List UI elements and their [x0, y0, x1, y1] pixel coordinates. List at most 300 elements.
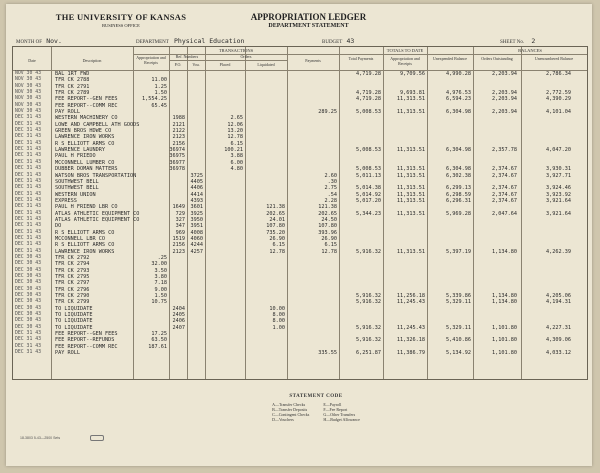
row-description: WESTERN UNION	[55, 191, 96, 198]
row-total-appropriation: 11,326.18	[396, 337, 425, 344]
row-appropriation: 32.00	[151, 261, 167, 268]
row-total-payments: 5,916.32	[356, 324, 381, 331]
code-entry: G—Other Transfers	[323, 412, 356, 417]
row-description: LOWE AND CAMPBELL ATH GOODS	[55, 121, 140, 128]
row-payments: 6.15	[324, 242, 337, 249]
row-unexpended-balance: 4,990.28	[446, 71, 471, 77]
row-total-appropriation: 11,313.51	[396, 109, 425, 116]
row-date: NOV 30 43	[15, 102, 41, 108]
row-orders-placed: 3.88	[230, 153, 243, 160]
row-total-appropriation: 11,313.51	[396, 191, 425, 198]
row-voucher-number: 4414	[190, 191, 203, 198]
row-description: TO LIQUIDATE	[55, 318, 93, 325]
row-orders-liquidated: 121.38	[266, 204, 285, 211]
row-description: MCCONNELL LBR CO	[55, 235, 105, 242]
row-appropriation: 3.50	[154, 267, 167, 274]
row-voucher-number: 4244	[190, 242, 203, 249]
row-unexpended-balance: 6,298.59	[446, 191, 471, 198]
row-po-number: 36978	[169, 166, 185, 173]
row-payments: .30	[327, 178, 337, 185]
row-orders-outstanding: 2,374.67	[492, 172, 517, 179]
row-description: R S ELLIOTT ARMS CO	[55, 242, 115, 249]
row-total-appropriation: 11,313.51	[396, 166, 425, 173]
row-appropriation: 9.00	[154, 286, 167, 293]
institution-header	[36, 12, 206, 28]
row-description: GREEN BROS HDWE CO	[55, 128, 112, 135]
row-appropriation: 63.50	[151, 337, 167, 344]
row-total-payments: 5,916.32	[356, 293, 381, 300]
col-orders: Orders	[240, 54, 252, 59]
row-date: DEC 30 43	[15, 299, 41, 305]
row-po-number: 2122	[172, 128, 185, 135]
row-payments: 107.80	[318, 223, 337, 230]
row-po-number: 2405	[172, 312, 185, 319]
row-description: FEE REPORT--COMM REC	[55, 343, 118, 350]
row-total-payments: 4,719.28	[356, 71, 381, 77]
row-unencumbered-balance: 4,390.29	[546, 96, 571, 103]
row-po-number: 1519	[172, 235, 185, 242]
row-orders-outstanding: 2,203.94	[492, 71, 517, 77]
ledger-table	[12, 46, 588, 380]
row-description: SOUTHWEST BELL	[55, 185, 99, 192]
row-po-number: 2156	[172, 140, 185, 147]
row-date: DEC 31 43	[15, 242, 41, 248]
row-payments: 24.50	[321, 216, 337, 223]
row-voucher-number: 4008	[190, 229, 203, 236]
row-orders-placed: 2.65	[230, 115, 243, 122]
row-appropriation: 1,554.25	[142, 96, 167, 103]
row-date: DEC 30 43	[15, 305, 41, 311]
row-description: TFR CK 2796	[55, 286, 90, 293]
row-appropriation: 10.75	[151, 299, 167, 306]
row-payments: .54	[327, 191, 337, 198]
row-total-appropriation: 11,313.51	[396, 197, 425, 204]
form-number: 18-3803 5-43—2500 Sets	[20, 436, 61, 440]
row-appropriation: 11.00	[151, 77, 167, 84]
row-unencumbered-balance: 3,930.31	[546, 166, 571, 173]
row-date: DEC 31 43	[15, 185, 41, 191]
row-date: DEC 30 43	[15, 312, 41, 318]
row-unexpended-balance: 5,134.92	[446, 350, 471, 357]
row-orders-placed: 6.00	[230, 159, 243, 166]
row-appropriation: 1.50	[154, 293, 167, 300]
row-po-number: 2406	[172, 318, 185, 325]
row-description: TFR CK 2788	[55, 77, 90, 84]
row-total-payments: 5,014.92	[356, 191, 381, 198]
row-unencumbered-balance: 3,921.64	[546, 197, 571, 204]
code-entry: B—Transfer Deposits	[272, 407, 308, 412]
row-description: TO LIQUIDATE	[55, 305, 93, 312]
row-total-appropriation: 11,256.18	[396, 293, 425, 300]
row-description: LAWRENCE IRON WORKS	[55, 134, 115, 141]
row-payments: 121.38	[318, 204, 337, 211]
row-orders-outstanding: 2,203.94	[492, 90, 517, 97]
statement-code-right	[323, 402, 360, 422]
statement-code-title: STATEMENT CODE	[289, 394, 343, 399]
row-unexpended-balance: 4,976.53	[446, 90, 471, 97]
row-orders-placed: 6.15	[230, 140, 243, 147]
row-total-appropriation: 11,245.43	[396, 299, 425, 306]
row-total-payments: 5,011.13	[356, 172, 381, 179]
row-po-number: 2156	[172, 242, 185, 249]
row-date: DEC 31 43	[15, 153, 41, 159]
row-payments: 2.28	[324, 197, 337, 204]
row-orders-liquidated: 10.00	[269, 305, 285, 312]
col-liquidated: Liquidated	[257, 62, 275, 67]
row-po-number: 2407	[172, 324, 185, 331]
row-description: TFR CK 2799	[55, 299, 90, 306]
row-voucher-number: 4257	[190, 248, 203, 255]
row-orders-liquidated: 24.01	[269, 216, 285, 223]
row-voucher-number: 3725	[190, 172, 203, 179]
row-description: FEE REPORT--GEN FEES	[55, 331, 118, 338]
row-description: FEE REPORT--REFUNDS	[55, 337, 115, 344]
col-total-appropriation: Appropriation and Receipts	[390, 56, 420, 66]
row-payments: 335.55	[318, 350, 337, 357]
row-description: TO LIQUIDATE	[55, 312, 93, 319]
row-orders-outstanding: 1,134.80	[492, 299, 517, 306]
row-date: DEC 30 43	[15, 261, 41, 267]
statement-code-left	[272, 402, 309, 422]
row-voucher-number: 3951	[190, 223, 203, 230]
row-appropriation: 3.80	[154, 274, 167, 280]
row-orders-outstanding: 2,203.94	[492, 96, 517, 103]
row-description: R S ELLIOTT ARMS CO	[55, 140, 115, 147]
row-orders-outstanding: 2,357.78	[492, 147, 517, 154]
col-payments: Payments	[305, 58, 321, 63]
totals-group: TOTALS TO DATE	[386, 48, 424, 53]
row-orders-liquidated: 1.00	[272, 324, 285, 331]
row-orders-outstanding: 1,101.80	[492, 350, 517, 357]
row-description: TFR CK 2797	[55, 280, 90, 287]
row-description: ATLAS ATHLETIC EQUIPMENT CO	[55, 210, 140, 217]
row-description: WATSON BROS TRANSPORTATION	[55, 172, 137, 179]
row-description: LAWRENCE LAUNDRY	[55, 147, 105, 154]
col-orders-outstanding: Orders Outstanding	[481, 56, 513, 61]
row-unexpended-balance: 6,302.38	[446, 172, 471, 179]
row-total-payments: 5,008.53	[356, 166, 381, 173]
row-date: DEC 31 43	[15, 223, 41, 229]
col-description: Description	[82, 58, 102, 63]
row-description: WESTERN MACHINERY CO	[55, 115, 118, 122]
row-voucher-number: 3601	[190, 204, 203, 211]
row-date: DEC 31 43	[15, 331, 41, 337]
row-date: DEC 30 43	[15, 280, 41, 286]
row-date: DEC 31 43	[15, 172, 41, 178]
row-payments: 289.25	[318, 109, 337, 116]
row-unexpended-balance: 5,339.86	[446, 293, 471, 300]
union-label-icon	[90, 435, 104, 441]
row-description: MCCONNELL LUMBER CO	[55, 159, 115, 166]
col-po: P.O.	[174, 62, 182, 67]
row-date: NOV 30 43	[15, 83, 41, 89]
row-po-number: 1649	[172, 204, 185, 211]
row-description: DO	[55, 223, 62, 230]
month-field	[16, 37, 62, 45]
row-date: DEC 30 43	[15, 267, 41, 273]
col-appropriation: Appropriation and Receipts	[136, 55, 166, 65]
row-orders-outstanding: 2,374.67	[492, 197, 517, 204]
row-unexpended-balance: 6,299.13	[446, 185, 471, 192]
row-description: PAUL H FRIEND LBR CO	[55, 204, 118, 211]
row-po-number: 2123	[172, 134, 185, 141]
row-description: PAY ROLL	[55, 109, 80, 116]
row-voucher-number: 3950	[190, 216, 203, 223]
row-date: DEC 30 43	[15, 286, 41, 292]
row-date: DEC 31 43	[15, 147, 41, 153]
row-orders-liquidated: 26.90	[269, 235, 285, 242]
department-label: DEPARTMENT	[136, 40, 169, 45]
sheet-field	[500, 37, 535, 45]
row-payments: 202.65	[318, 210, 337, 217]
table-row	[13, 350, 587, 356]
header-rule	[339, 54, 587, 55]
row-date: DEC 30 43	[15, 254, 41, 260]
row-payments: 2.60	[324, 172, 337, 179]
row-appropriation: 17.25	[151, 331, 167, 338]
institution-name: THE UNIVERSITY OF KANSAS	[55, 12, 187, 22]
row-voucher-number: 4405	[190, 178, 203, 185]
row-unencumbered-balance: 2,786.34	[546, 71, 571, 77]
code-entry: H—Budget Allowance	[323, 417, 360, 422]
row-date: DEC 31 43	[15, 134, 41, 140]
row-total-appropriation: 11,313.51	[396, 147, 425, 154]
row-date: NOV 30 43	[15, 96, 41, 102]
code-entry: D—Vouchers	[272, 417, 294, 422]
row-orders-outstanding: 2,374.67	[492, 166, 517, 173]
row-description: TFR CK 2789	[55, 90, 90, 97]
row-unencumbered-balance: 4,194.31	[546, 299, 571, 306]
month-value: Nov.	[46, 37, 62, 45]
row-payments: 393.96	[318, 229, 337, 236]
row-date: NOV 30 43	[15, 109, 41, 115]
row-unencumbered-balance: 4,033.12	[546, 350, 571, 357]
row-date: DEC 31 43	[15, 191, 41, 197]
budget-label: BUDGET	[322, 40, 343, 45]
row-total-payments: 4,719.28	[356, 96, 381, 103]
row-total-payments: 5,014.38	[356, 185, 381, 192]
row-date: DEC 31 43	[15, 197, 41, 203]
row-date: DEC 31 43	[15, 337, 41, 343]
row-date: NOV 30 43	[15, 71, 41, 76]
row-total-payments: 5,008.53	[356, 109, 381, 116]
budget-value: 43	[346, 37, 355, 45]
row-total-appropriation: 11,245.43	[396, 324, 425, 331]
row-po-number: 36974	[169, 147, 185, 154]
row-orders-liquidated: 6.15	[272, 242, 285, 249]
row-description: TO LIQUIDATE	[55, 324, 93, 331]
row-total-payments: 5,008.53	[356, 147, 381, 154]
row-po-number: 729	[175, 210, 185, 217]
col-placed: Placed	[219, 62, 231, 67]
row-description: SOUTHWEST BELL	[55, 178, 99, 185]
row-description: FEE REPORT--GEN FEES	[55, 96, 118, 103]
row-total-appropriation: 9,709.56	[400, 71, 425, 77]
statement-code	[216, 394, 416, 422]
row-orders-outstanding: 1,134.80	[492, 248, 517, 255]
row-orders-outstanding: 2,374.67	[492, 191, 517, 198]
month-label: MONTH OF	[16, 40, 42, 45]
row-description: TFR CK 2794	[55, 261, 90, 268]
row-unexpended-balance: 5,969.28	[446, 210, 471, 217]
row-date: DEC 30 43	[15, 293, 41, 299]
col-date: Date	[28, 58, 36, 63]
row-appropriation: 187.61	[148, 343, 167, 350]
col-total-payments: Total Payments	[348, 56, 374, 61]
budget-field	[322, 37, 354, 45]
row-date: DEC 31 43	[15, 210, 41, 216]
row-total-payments: 5,017.20	[356, 197, 381, 204]
row-unencumbered-balance: 4,101.04	[546, 109, 571, 116]
row-unexpended-balance: 6,304.98	[446, 147, 471, 154]
code-entry: A—Transfer Checks	[272, 402, 306, 407]
row-description: DUBBER DOMAN MATTERS	[55, 166, 118, 173]
col-vou: Vou.	[192, 62, 200, 67]
row-total-appropriation: 11,313.51	[396, 185, 425, 192]
row-date: NOV 30 43	[15, 90, 41, 96]
row-po-number: 36977	[169, 159, 185, 166]
row-description: TFR CK 2792	[55, 254, 90, 261]
row-orders-outstanding: 1,134.80	[492, 293, 517, 300]
row-description: EXPRESS	[55, 197, 77, 204]
row-payments: 26.90	[321, 235, 337, 242]
row-description: PAY ROLL	[55, 350, 80, 357]
code-entry: E—Payroll	[323, 402, 342, 407]
row-date: DEC 31 43	[15, 343, 41, 349]
row-orders-placed: 12.78	[227, 134, 243, 141]
row-description: LAWRENCE IRON WORKS	[55, 248, 115, 255]
row-total-appropriation: 11,313.51	[396, 172, 425, 179]
row-description: R S ELLIOTT ARMS CO	[55, 229, 115, 236]
row-unencumbered-balance: 3,924.46	[546, 185, 571, 192]
row-unexpended-balance: 6,304.98	[446, 166, 471, 173]
row-total-payments: 5,916.32	[356, 337, 381, 344]
row-date: DEC 30 43	[15, 324, 41, 330]
row-orders-placed: 100.21	[224, 147, 243, 154]
row-date: DEC 31 43	[15, 229, 41, 235]
sheet-label: SHEET No.	[500, 40, 525, 45]
row-orders-outstanding: 2,047.64	[492, 210, 517, 217]
row-unencumbered-balance: 4,227.31	[546, 324, 571, 331]
row-appropriation: .25	[157, 254, 167, 261]
row-unexpended-balance: 6,304.98	[446, 109, 471, 116]
row-unexpended-balance: 6,296.31	[446, 197, 471, 204]
row-date: DEC 31 43	[15, 166, 41, 172]
row-description: TFR CK 2793	[55, 267, 90, 274]
row-description: TFR CK 2790	[55, 293, 90, 300]
row-date: DEC 31 43	[15, 159, 41, 165]
row-orders-outstanding: 2,203.94	[492, 109, 517, 116]
row-date: DEC 31 43	[15, 350, 41, 356]
row-orders-liquidated: 107.80	[266, 223, 285, 230]
row-orders-outstanding: 1,101.80	[492, 324, 517, 331]
row-unencumbered-balance: 4,205.06	[546, 293, 571, 300]
row-description: ATLAS ATHLETIC EQUIPMENT CO	[55, 216, 140, 223]
row-unencumbered-balance: 3,923.92	[546, 191, 571, 198]
header-rule	[169, 60, 287, 61]
row-orders-outstanding: 2,374.67	[492, 185, 517, 192]
row-date: NOV 30 43	[15, 77, 41, 83]
row-unexpended-balance: 6,594.23	[446, 96, 471, 103]
row-po-number: 2121	[172, 121, 185, 128]
row-date: DEC 31 43	[15, 128, 41, 134]
row-appropriation: 1.50	[154, 90, 167, 97]
row-po-number: 2404	[172, 305, 185, 312]
row-voucher-number: 4393	[190, 197, 203, 204]
row-total-payments: 6,251.87	[356, 350, 381, 357]
row-orders-outstanding: 1,101.80	[492, 337, 517, 344]
row-total-appropriation: 11,313.51	[396, 210, 425, 217]
row-date: DEC 31 43	[15, 235, 41, 241]
row-appropriation: 7.18	[154, 280, 167, 287]
row-unexpended-balance: 5,329.11	[446, 324, 471, 331]
row-date: DEC 31 43	[15, 216, 41, 222]
row-date: DEC 31 43	[15, 204, 41, 210]
row-voucher-number: 3925	[190, 210, 203, 217]
row-total-payments: 5,916.32	[356, 248, 381, 255]
row-total-payments: 5,344.23	[356, 210, 381, 217]
row-appropriation: 1.25	[154, 83, 167, 90]
row-total-payments: 4,719.28	[356, 90, 381, 97]
row-date: DEC 31 43	[15, 140, 41, 146]
row-orders-placed: 4.80	[230, 166, 243, 173]
row-unexpended-balance: 5,329.11	[446, 299, 471, 306]
row-unencumbered-balance: 2,772.59	[546, 90, 571, 97]
row-date: DEC 31 43	[15, 121, 41, 127]
row-orders-liquidated: 12.78	[269, 248, 285, 255]
row-date: DEC 31 43	[15, 248, 41, 254]
row-total-appropriation: 11,313.51	[396, 96, 425, 103]
col-unexpended: Unexpended Balance	[432, 56, 468, 61]
balances-group: BALANCES	[518, 48, 542, 53]
row-orders-placed: 13.20	[227, 128, 243, 135]
row-date: DEC 30 43	[15, 274, 41, 279]
document-title	[221, 12, 396, 29]
row-unencumbered-balance: 4,047.20	[546, 147, 571, 154]
row-unexpended-balance: 5,410.86	[446, 337, 471, 344]
ledger-rows	[13, 71, 587, 356]
row-description: BAL 1RT FWD	[55, 71, 90, 77]
row-payments: 2.75	[324, 185, 337, 192]
row-orders-liquidated: 8.00	[272, 318, 285, 325]
row-unexpended-balance: 5,397.19	[446, 248, 471, 255]
ledger-page	[6, 4, 592, 466]
col-unencumbered: Unencumbered Balance	[534, 56, 574, 61]
row-description: PAUL H FRIEDO	[55, 153, 96, 160]
row-orders-liquidated: 202.65	[266, 210, 285, 217]
sheet-value: 2	[531, 37, 536, 45]
row-po-number: 347	[175, 223, 185, 230]
row-unencumbered-balance: 3,921.64	[546, 210, 571, 217]
row-date: DEC 30 43	[15, 318, 41, 324]
row-orders-liquidated: 8.00	[272, 312, 285, 319]
code-entry: F—Fee Report	[323, 407, 348, 412]
row-unencumbered-balance: 4,262.39	[546, 248, 571, 255]
row-appropriation: 65.45	[151, 102, 167, 109]
department-field	[136, 37, 244, 45]
row-date: DEC 31 43	[15, 178, 41, 184]
code-entry: C—Contingent Checks	[272, 412, 310, 417]
row-unencumbered-balance: 4,309.06	[546, 337, 571, 344]
row-unencumbered-balance: 3,927.71	[546, 172, 571, 179]
row-description: TFR CK 2795	[55, 274, 90, 280]
row-orders-liquidated: 735.20	[266, 229, 285, 236]
row-po-number: 2123	[172, 248, 185, 255]
row-date: DEC 31 43	[15, 115, 41, 121]
row-total-appropriation: 11,386.79	[396, 350, 425, 357]
col-ref-numbers: Ref. Numbers	[175, 54, 199, 59]
row-total-payments: 5,916.32	[356, 299, 381, 306]
